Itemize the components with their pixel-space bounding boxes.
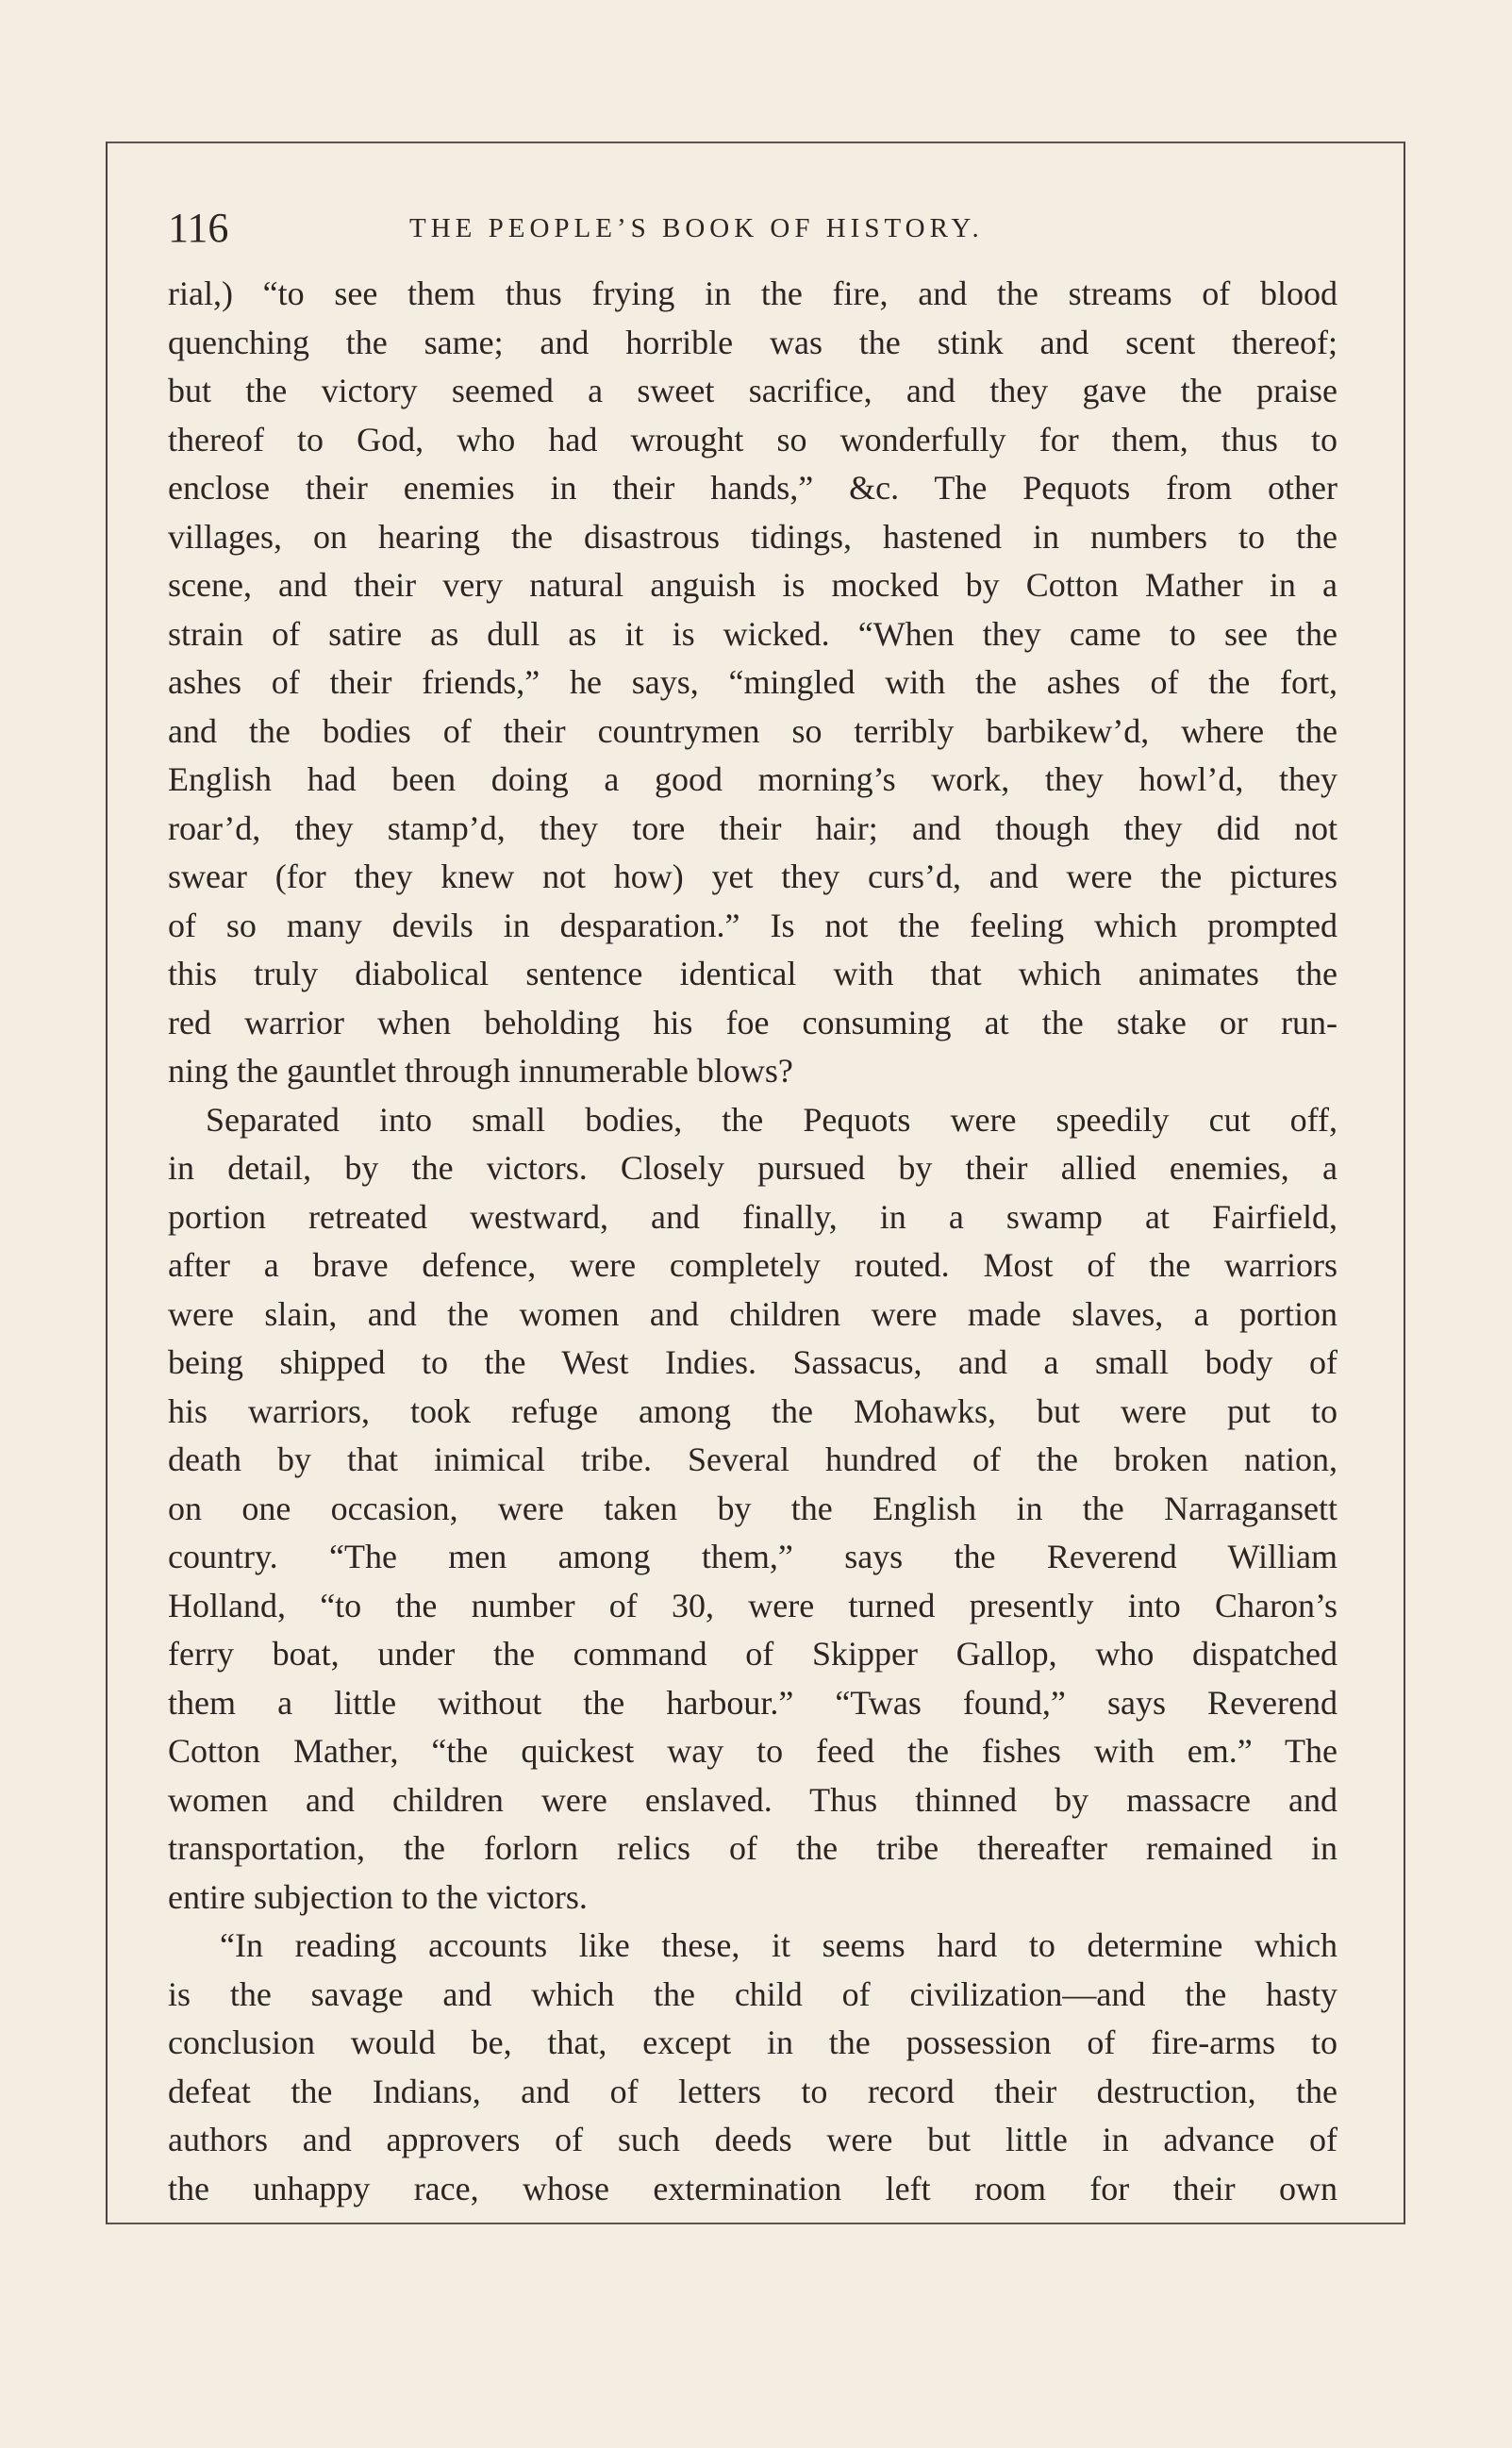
text-line: transportation, the forlorn relics of the tribe thereafter remained in bbox=[168, 1829, 1338, 1867]
text-line: on one occasion, were taken by the English in the Narragansett bbox=[168, 1489, 1338, 1527]
text-line: his warriors, took refuge among the Mohawks, but were put to bbox=[168, 1391, 1338, 1430]
text-line: in detail, by the victors. Closely pursued by their allied enemies, a bbox=[168, 1149, 1338, 1187]
text-line: after a brave defence, were completely routed. Most of the warriors bbox=[168, 1246, 1338, 1284]
text-line: quenching the same; and horrible was the stink and scent thereof; bbox=[168, 323, 1338, 361]
text-line: English had been doing a good morning’s work, they howl’d, they bbox=[168, 760, 1338, 798]
text-line: Cotton Mather, “the quickest way to feed the fishes with em.” The bbox=[168, 1732, 1338, 1770]
text-line: being shipped to the West Indies. Sassacus, and a small body of bbox=[168, 1343, 1338, 1381]
text-line: thereof to God, who had wrought so wonderfully for them, thus to bbox=[168, 420, 1338, 458]
text-line: roar’d, they stamp’d, they tore their hair; and though they did not bbox=[168, 808, 1338, 847]
text-line: portion retreated westward, and finally, in a swamp at Fairfield, bbox=[168, 1197, 1338, 1236]
text-line: Holland, “to the number of 30, were turned presently into Charon’s bbox=[168, 1586, 1338, 1624]
text-line: strain of satire as dull as it is wicked. “When they came to see the bbox=[168, 614, 1338, 653]
body-text bbox=[168, 270, 1338, 2213]
text-line: enclose their enemies in their hands,” &c. The Pequots from other bbox=[168, 469, 1338, 507]
text-line: rial,) “to see them thus frying in the fire, and the streams of blood bbox=[168, 275, 1338, 312]
text-line: authors and approvers of such deeds were but little in advance of bbox=[168, 2121, 1338, 2158]
text-line: but the victory seemed a sweet sacrifice, and they gave the praise bbox=[168, 372, 1338, 409]
text-line: is the savage and which the child of civilization—and the hasty bbox=[168, 1974, 1338, 2013]
text-line: ning the gauntlet through innumerable blows? bbox=[168, 1052, 793, 1090]
text-line: women and children were enslaved. Thus thinned by massacre and bbox=[168, 1780, 1338, 1819]
page-number: 116 bbox=[168, 205, 229, 251]
text-line: of so many devils in desparation.” Is not the feeling which prompted bbox=[168, 906, 1338, 944]
text-line: death by that inimical tribe. Several hundred of the broken nation, bbox=[168, 1440, 1338, 1478]
text-line: swear (for they knew not how) yet they curs’d, and were the pictures bbox=[168, 858, 1338, 895]
text-line: country. “The men among them,” says the Reverend William bbox=[168, 1538, 1338, 1575]
text-line: “In reading accounts like these, it seems hard to determine which bbox=[220, 1926, 1338, 1964]
text-line: villages, on hearing the disastrous tidings, hastened in numbers to the bbox=[168, 517, 1338, 556]
text-line: entire subjection to the victors. bbox=[168, 1877, 588, 1916]
text-line: defeat the Indians, and of letters to record their destruction, the bbox=[168, 2072, 1338, 2110]
text-line: and the bodies of their countrymen so terribly barbikew’d, where the bbox=[168, 711, 1338, 750]
text-line: the unhappy race, whose extermination left room for their own bbox=[168, 2169, 1338, 2207]
text-line: were slain, and the women and children were made slaves, a portion bbox=[168, 1294, 1338, 1333]
text-line: red warrior when beholding his foe consuming at the stake or run- bbox=[168, 1003, 1338, 1041]
page-header bbox=[168, 200, 1338, 257]
running-title: THE PEOPLE’S BOOK OF HISTORY. bbox=[409, 213, 984, 243]
text-line: ashes of their friends,” he says, “mingled with the ashes of the fort, bbox=[168, 663, 1338, 701]
text-line: ferry boat, under the command of Skipper Gallop, who dispatched bbox=[168, 1635, 1338, 1673]
text-line: this truly diabolical sentence identical with that which animates the bbox=[168, 955, 1338, 992]
text-line: scene, and their very natural anguish is mocked by Cotton Mather in a bbox=[168, 566, 1338, 604]
text-line: Separated into small bodies, the Pequots were speedily cut off, bbox=[206, 1100, 1338, 1139]
text-line: conclusion would be, that, except in the possession of fire-arms to bbox=[168, 2023, 1338, 2061]
text-line: them a little without the harbour.” “Twas found,” says Reverend bbox=[168, 1683, 1338, 1722]
